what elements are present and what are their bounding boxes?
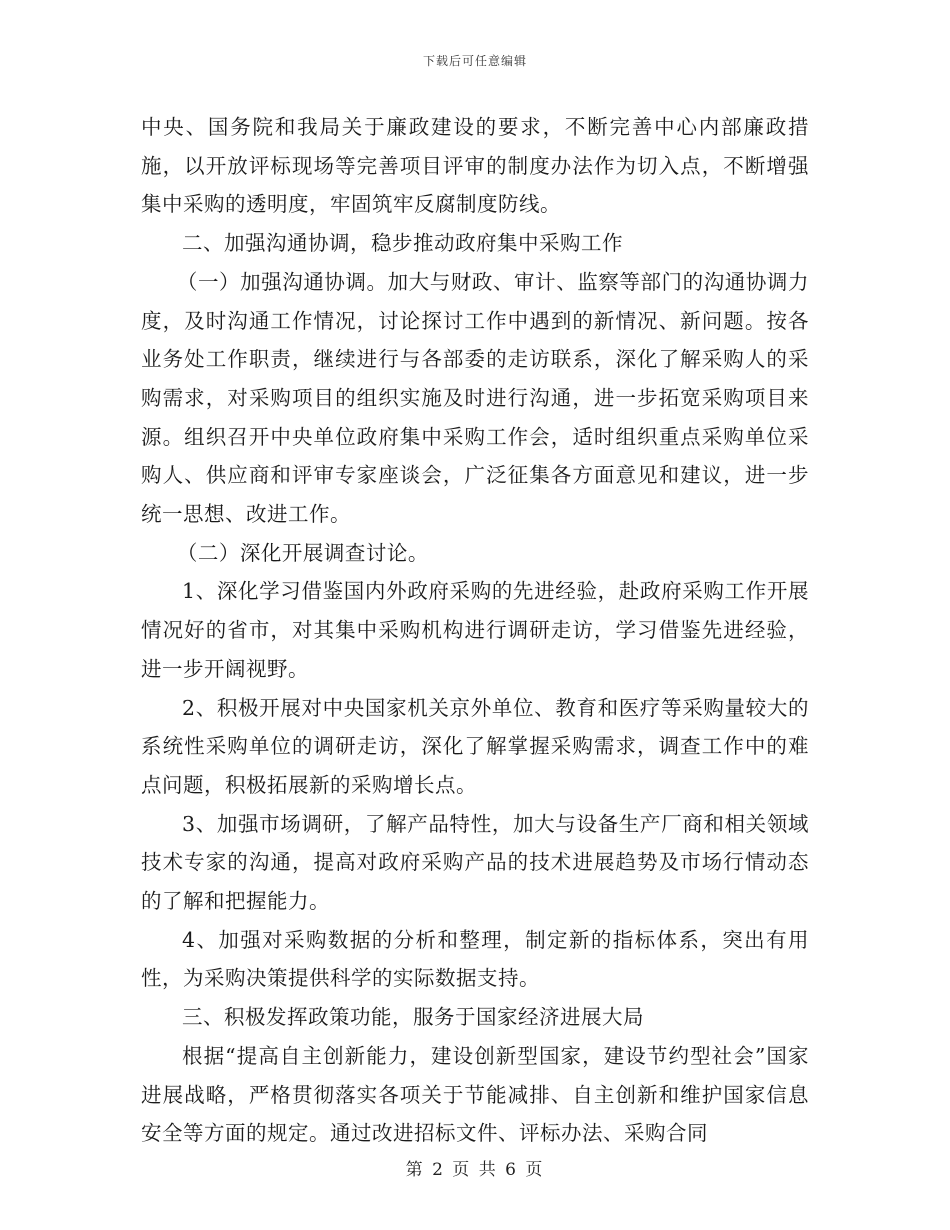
list-item-4: 4、加强对采购数据的分析和整理，制定新的指标体系，突出有用性，为采购决策提供科学的实际数据支持。 [141, 927, 809, 991]
list-item-2: 2、积极开展对中央国家机关京外单位、教育和医疗等采购量较大的系统性采购单位的调研走访，深化了解掌握采购需求，调查工作中的难点问题，积极拓展新的采购增长点。 [141, 695, 809, 797]
section-heading-3: 三、积极发挥政策功能，服务于国家经济进展大局 [182, 1005, 644, 1030]
page-header: 下载后可任意编辑 [422, 54, 527, 68]
section-heading-2: 二、加强沟通协调，稳步推动政府集中采购工作 [182, 231, 623, 256]
section-3-paragraph: 根据“提高自主创新能力，建设创新型国家，建设节约型社会”国家进展战略，严格贯彻落实各项关于节能减排、自主创新和维护国家信息安全等方面的规定。通过改进招标文件、评标办法、采购合同 [141, 1043, 809, 1146]
document-body [141, 108, 809, 1153]
page-footer: 第 2 页 共 6 页 [405, 1160, 545, 1180]
subsection-1-paragraph: （一）加强沟通协调。加大与财政、审计、监察等部门的沟通协调力度，及时沟通工作情况，讨论探讨工作中遇到的新情况、新问题。按各业务处工作职责，继续进行与各部委的走访联系，深化了解采购人的采购需求，对采购项目的组织实施及时进行沟通，进一步拓宽采购项目来源。组织召开中央单位政府集中采购工作会，适时组织重点采购单位采购人、供应商和评审专家座谈会，广泛征集各方面意见和建议，进一步统一思想、改进工作。 [141, 269, 809, 527]
list-item-3: 3、加强市场调研，了解产品特性，加大与设备生产厂商和相关领域技术专家的沟通，提高对政府采购产品的技术进展趋势及市场行情动态的了解和把握能力。 [141, 811, 809, 914]
subsection-2-heading: （二）深化开展调查讨论。 [176, 540, 429, 565]
paragraph-continuation: 中央、国务院和我局关于廉政建设的要求，不断完善中心内部廉政措施，以开放评标现场等完善项目评审的制度办法作为切入点，不断增强集中采购的透明度，牢固筑牢反腐制度防线。 [141, 115, 809, 217]
list-item-1: 1、深化学习借鉴国内外政府采购的先进经验，赴政府采购工作开展情况好的省市，对其集中采购机构进行调研走访，学习借鉴先进经验，进一步开阔视野。 [141, 579, 809, 681]
